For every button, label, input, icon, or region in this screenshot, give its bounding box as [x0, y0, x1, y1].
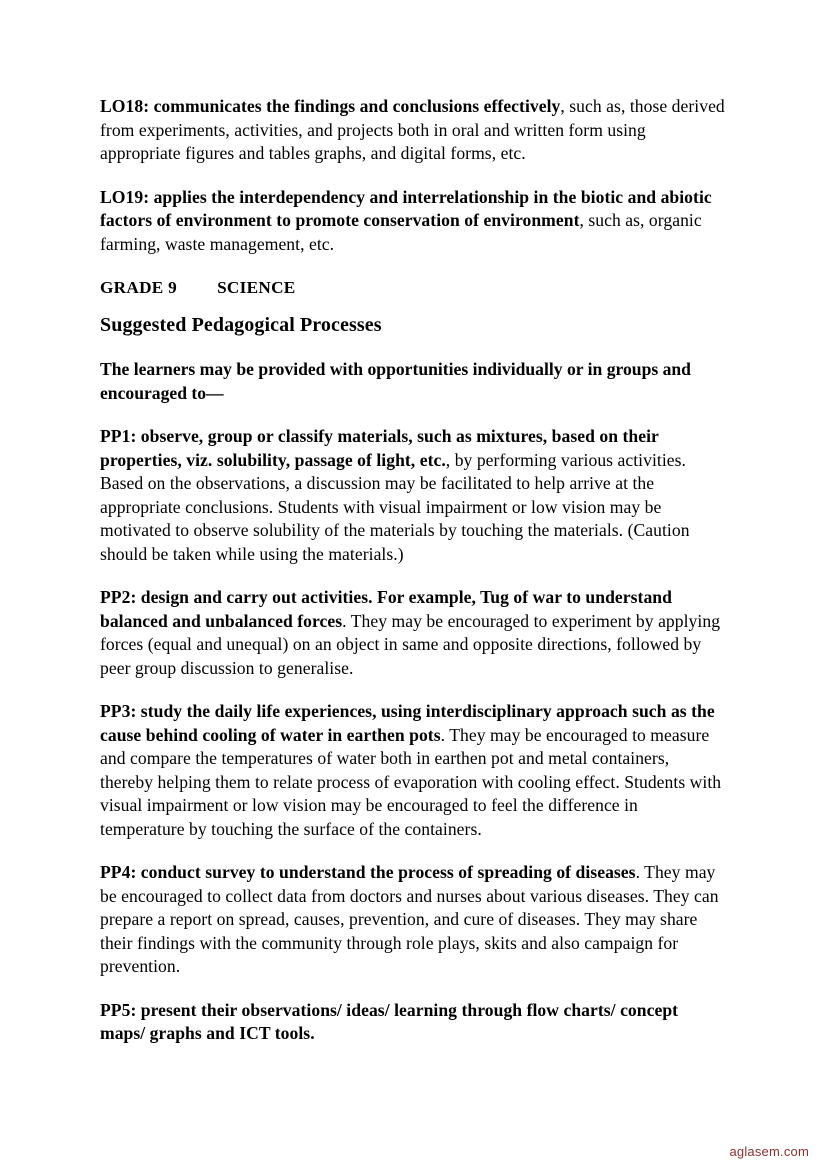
- paragraph-lo19: [100, 186, 725, 257]
- watermark: aglasem.com: [729, 1144, 809, 1159]
- paragraph-pp2-bold-lead: PP2: design and carry out activities. For example, Tug of war to understand balanced and unbalanced forces: [100, 587, 672, 631]
- paragraph-pp2: [100, 586, 725, 680]
- paragraph-lo18-text: , such as, those derived from experiments, activities, and projects both in oral and written form using appropriate figures and tables graphs, and digital forms, etc.: [100, 96, 725, 163]
- paragraph-lo18-bold-lead: LO18: communicates the findings and conclusions effectively: [100, 96, 561, 116]
- subject-label: SCIENCE: [217, 278, 296, 297]
- paragraph-pp4-text: . They may be encouraged to collect data from doctors and nurses about various diseases. They can prepare a report on spread, causes, prevention, and cure of diseases. They may share their findings with the community through role plays, skits and also campaign for prevention.: [100, 862, 719, 976]
- paragraph-pp3: [100, 700, 725, 841]
- document-body: [100, 95, 725, 1046]
- grade-label: GRADE 9: [100, 278, 178, 297]
- paragraph-pp1: [100, 425, 725, 566]
- paragraph-lo19-text: , such as, organic farming, waste management, etc.: [100, 210, 702, 254]
- paragraph-pp3-text: . They may be encouraged to measure and compare the temperatures of water both in earthen pot and metal containers, thereby helping them to relate process of evaporation with cooling effect. Students with visual impairment or low vision may be encouraged to feel the difference in temperature by touching the surface of the containers.: [100, 724, 722, 839]
- grade-subject-heading: [100, 276, 725, 299]
- paragraph-pp2-text: . They may be encouraged to experiment by applying forces (equal and unequal) on an object in same and opposite directions, followed by peer group discussion to generalise.: [100, 610, 721, 678]
- paragraph-pp1-text: , by performing various activities. Based on the observations, a discussion may be facilitated to help arrive at the appropriate conclusions. Students with visual impairment or low vision may be motivated to observe solubility of the materials by touching the materials. (Caution should be taken while using the materials.): [100, 449, 690, 564]
- paragraph-pp4-bold-lead: PP4: conduct survey to understand the process of spreading of diseases: [100, 862, 636, 882]
- paragraph-lo18: [100, 95, 725, 166]
- paragraph-pp1-bold-lead: PP1: observe, group or classify materials, such as mixtures, based on their properties, viz. solubility, passage of light, etc.: [100, 426, 659, 470]
- paragraph-pp5: [100, 999, 725, 1046]
- paragraph-lo19-bold-lead: LO19: applies the interdependency and interrelationship in the biotic and abiotic factors of environment to promote conservation of environment: [100, 186, 712, 230]
- section-title: Suggested Pedagogical Processes: [100, 314, 382, 336]
- paragraph-pp5-bold-lead: PP5: present their observations/ ideas/ learning through flow charts/ concept maps/ graphs and ICT tools.: [100, 999, 679, 1043]
- paragraph-pp3-bold-lead: PP3: study the daily life experiences, using interdisciplinary approach such as the cause behind cooling of water in earthen pots: [100, 701, 715, 745]
- paragraph-pp4: [100, 861, 725, 979]
- lead-instruction: The learners may be provided with opportunities individually or in groups and encouraged to—: [100, 359, 691, 403]
